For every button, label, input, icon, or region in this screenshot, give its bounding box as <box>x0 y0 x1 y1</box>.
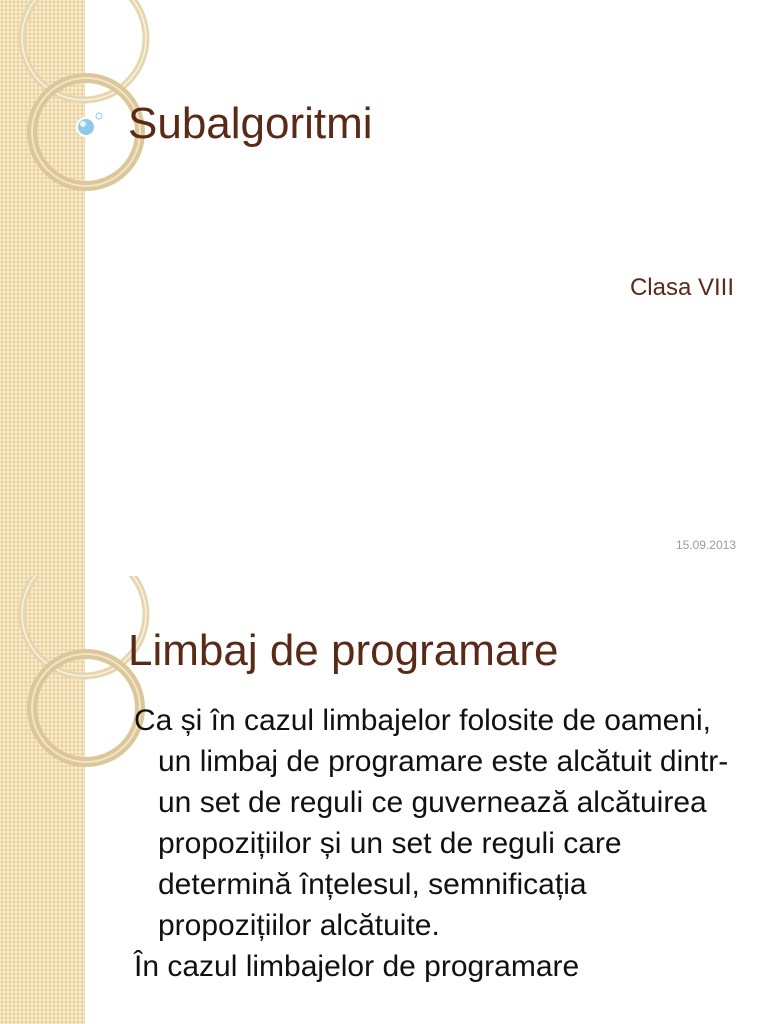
decorative-rings-icon <box>0 0 140 220</box>
slide-date: 15.09.2013 <box>675 538 736 552</box>
slide-content-page <box>0 576 768 1024</box>
slide-body-list <box>134 700 744 987</box>
body-paragraph: Ca și în cazul limbajelor folosite de oameni, un limbaj de programare este alcătuit dintr-un set de reguli ce guvernează alcătuirea propozițiilor și un set de reguli care determină înțelesul, semnificația propozițiilor alcătuite. <box>134 704 729 942</box>
decorative-rings-icon <box>0 576 140 796</box>
body-paragraph: În cazul limbajelor de programare <box>134 950 580 983</box>
slide-title: Subalgoritmi <box>128 99 373 148</box>
slide-subtitle: Clasa VIII <box>629 274 734 301</box>
slide-title: Limbaj de programare <box>128 626 559 675</box>
